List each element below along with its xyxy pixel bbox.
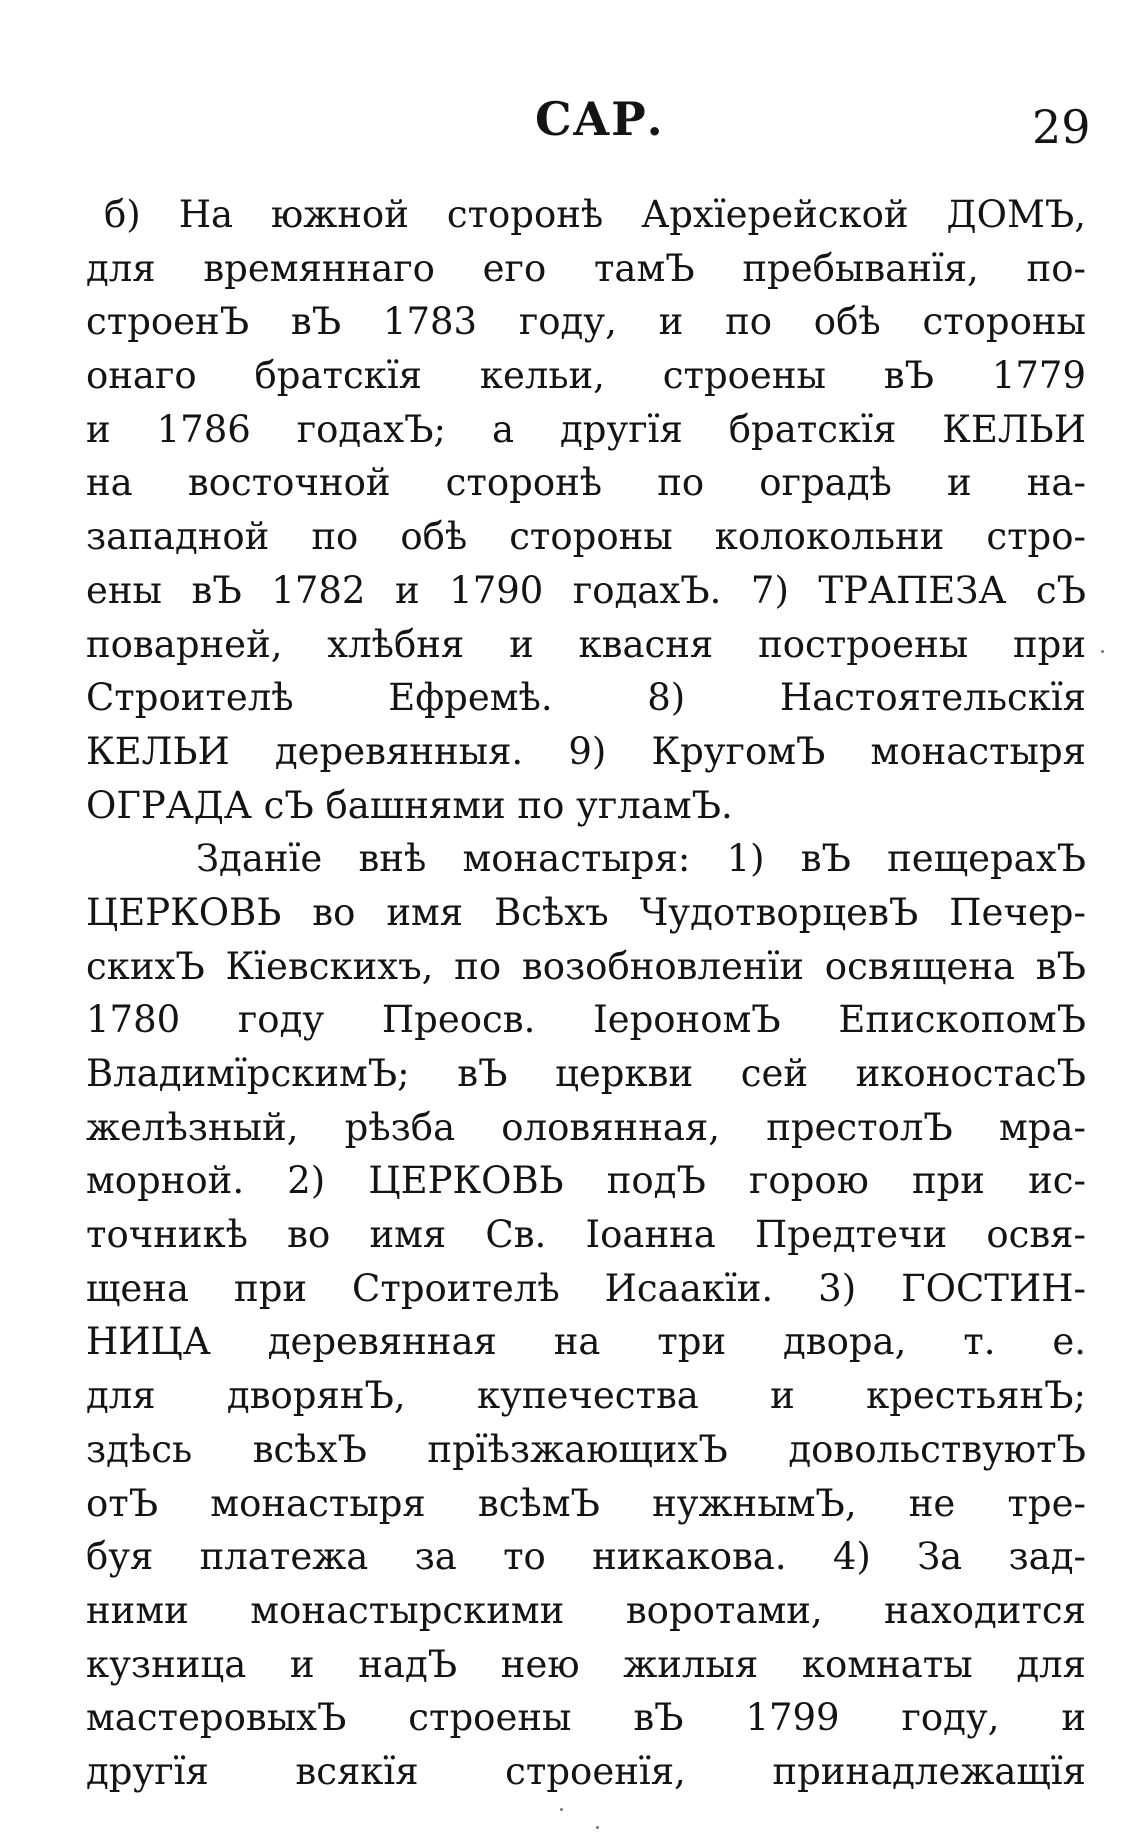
text-line: мастеровыхЪ строены вЪ 1799 году, и: [86, 1696, 1086, 1740]
text-line: ними монастырскими воротами, находится: [86, 1588, 1086, 1632]
text-line: Строителѣ Ефремѣ. 8) Настоятельскїя: [86, 676, 1086, 720]
paper-speck: [1101, 650, 1104, 653]
text-line: кузница и надЪ нею жилыя комнаты для: [86, 1642, 1086, 1686]
text-line: ОГРАДА сЪ башнями по угламЪ.: [86, 783, 733, 827]
text-line: желѣзный, рѣзба оловянная, престолЪ мра-: [86, 1105, 1086, 1149]
text-line: ены вЪ 1782 и 1790 годахЪ. 7) ТРАПЕЗА сЪ: [86, 568, 1086, 612]
text-line: и 1786 годахЪ; а другїя братскїя КЕЛЬИ: [86, 407, 1086, 451]
text-line: буя платежа за то никакова. 4) За зад-: [86, 1535, 1086, 1579]
text-line: морной. 2) ЦЕРКОВЬ подЪ горою при ис-: [86, 1159, 1086, 1203]
text-line: точникѣ во имя Св. Іоанна Предтечи освя-: [86, 1213, 1086, 1257]
paper-speck: [596, 1826, 599, 1829]
text-line: западной по обѣ стороны колокольни стро-: [86, 515, 1086, 559]
text-line: отЪ монастыря всѣмЪ нужнымЪ, не тре-: [86, 1481, 1086, 1525]
text-line: скихЪ Кїевскихъ, по возобновленїи освящена вЪ: [86, 944, 1086, 988]
text-line: НИЦА деревянная на три двора, т. е.: [86, 1320, 1086, 1364]
text-line: строенЪ вЪ 1783 году, и по обѣ стороны: [86, 300, 1086, 344]
text-line: 1780 году Преосв. ІерономЪ ЕпископомЪ: [86, 998, 1086, 1042]
text-line: ЦЕРКОВЬ во имя Всѣхъ ЧудотворцевЪ Печер-: [86, 890, 1086, 934]
text-line: Зданїе внѣ монастыря: 1) вЪ пещерахЪ: [196, 837, 1086, 881]
text-line: для дворянЪ, купечества и крестьянЪ;: [86, 1374, 1086, 1418]
running-head: САР.: [535, 92, 664, 146]
text-line: другїя всякїя строенїя, принадлежащїя: [86, 1749, 1086, 1793]
text-line: здѣсь всѣхЪ прїѣзжающихЪ довольствуютЪ: [86, 1427, 1086, 1471]
page-number: 29: [1032, 100, 1091, 154]
text-line: онаго братскїя кельи, строены вЪ 1779: [86, 354, 1086, 398]
text-line: щена при Строителѣ Исаакїи. 3) ГОСТИН-: [86, 1266, 1086, 1310]
text-line: б) На южной сторонѣ Архїерейской ДОМЪ,: [104, 193, 1086, 236]
text-line: КЕЛЬИ деревянныя. 9) КругомЪ монастыря: [86, 729, 1086, 773]
text-line: на восточной сторонѣ по оградѣ и на-: [86, 461, 1086, 505]
text-line: поварней, хлѣбня и квасня построены при: [86, 622, 1086, 666]
paper-speck: [560, 1808, 563, 1811]
text-line: для времяннаго его тамЪ пребыванїя, по-: [86, 246, 1086, 290]
body-text: [86, 188, 1086, 1799]
text-line: ВладимїрскимЪ; вЪ церкви сей иконостасЪ: [86, 1052, 1086, 1095]
